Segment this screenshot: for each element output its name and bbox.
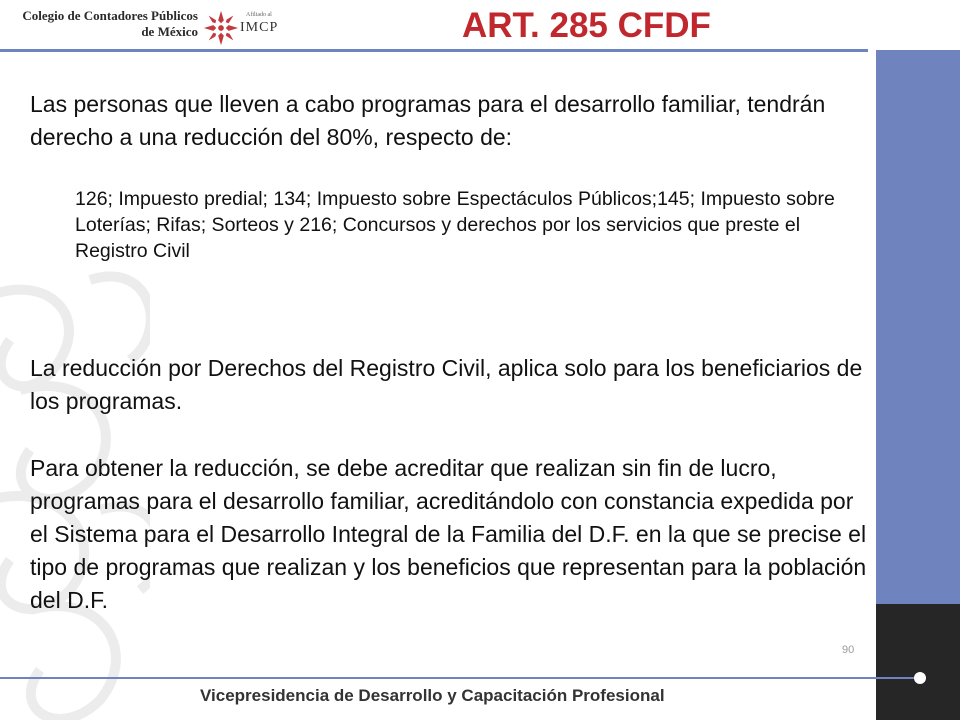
logo-affiliation: Afiliado al [246,12,272,18]
paragraph-2: La reducción por Derechos del Registro Civil, aplica solo para los beneficiarios de los programas. [30,355,863,414]
page-number: 90 [842,644,855,656]
side-bar-top [876,0,960,50]
page-title: ART. 285 CFDF [462,6,711,45]
logo-line2: de México [141,24,198,39]
footer-dot [914,672,926,684]
footer-text: Vicepresidencia de Desarrollo y Capacitación Profesional [200,686,665,705]
logo [0,0,300,55]
paragraph-1: Las personas que lleven a cabo programas para el desarrollo familiar, tendrán derecho a una reducción del 80%, respecto de: [30,91,826,150]
logo-name [18,8,198,40]
flower-logo-icon [202,8,240,48]
side-bar-blue [876,50,960,604]
header-divider [0,49,868,52]
logo-line1: Colegio de Contadores Públicos [22,8,198,23]
paragraph-3: Para obtener la reducción, se debe acreditar que realizan sin fin de lucro, programas para el desarrollo familiar, acreditándolo con constancia expedida por el Sistema para el Desarrollo Integral de la Familia del D.F. en la que se precise el tipo de programas que realizan y los beneficios que representan para la población del D.F. [30,455,867,613]
logo-imcp: IMCP [240,20,279,35]
footer-divider [0,677,920,679]
indented-list: 126; Impuesto predial; 134; Impuesto sobre Espectáculos Públicos;145; Impuesto sobre Loterías; Rifas; Sorteos y 216; Concursos y derechos por los servicios que preste el Registro Civil [75,188,835,262]
side-bar-dark [876,604,960,720]
